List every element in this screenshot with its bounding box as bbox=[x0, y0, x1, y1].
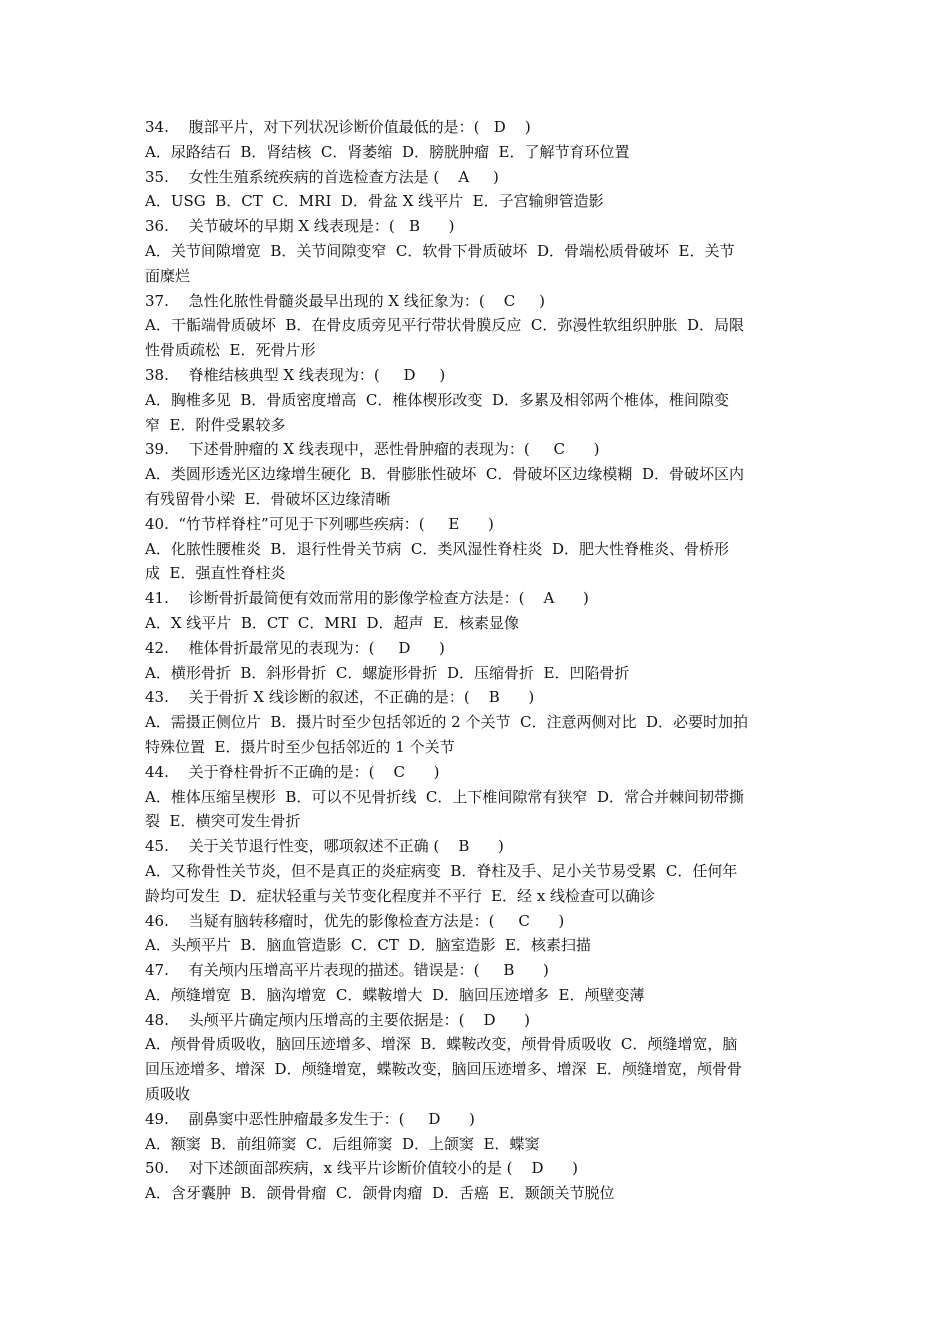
question-options: 成 E．强直性脊柱炎 bbox=[145, 564, 286, 583]
question-text: 49. 副鼻窦中恶性肿瘤最多发生于：( D ) bbox=[145, 1109, 475, 1128]
question-options: A．颅骨骨质吸收，脑回压迹增多、增深 B．蝶鞍改变，颅骨骨质吸收 C．颅缝增宽，脑 bbox=[145, 1035, 738, 1054]
question-text: 43. 关于骨折 X 线诊断的叙述，不正确的是：( B ) bbox=[145, 688, 535, 707]
question-options: A．额窦 B．前组筛窦 C．后组筛窦 D．上颌窦 E．蝶窦 bbox=[145, 1134, 540, 1153]
question-list bbox=[145, 115, 810, 1206]
question-text: 46. 当疑有脑转移瘤时，优先的影像检查方法是：( C ) bbox=[145, 911, 565, 930]
question-options: A．尿路结石 B．肾结核 C．肾萎缩 D．膀胱肿瘤 E．了解节育环位置 bbox=[145, 142, 630, 161]
question-options: A．需摄正侧位片 B．摄片时至少包括邻近的 2 个关节 C．注意两侧对比 D．必要时加拍 bbox=[145, 713, 749, 732]
question-item bbox=[145, 909, 810, 959]
question-options: 龄均可发生 D．症状轻重与关节变化程度并不平行 E．经 x 线检查可以确诊 bbox=[145, 886, 656, 905]
question-item bbox=[145, 214, 810, 288]
question-item bbox=[145, 165, 810, 215]
question-item bbox=[145, 1008, 810, 1107]
question-options: A．X 线平片 B．CT C．MRI D．超声 E．核素显像 bbox=[145, 613, 519, 632]
question-item bbox=[145, 437, 810, 511]
question-text: 47. 有关颅内压增高平片表现的描述。错误是：( B ) bbox=[145, 961, 549, 980]
question-item bbox=[145, 685, 810, 759]
question-text: 37. 急性化脓性骨髓炎最早出现的 X 线征象为：( C ) bbox=[145, 291, 545, 310]
question-options: A．头颅平片 B．脑血管造影 C．CT D．脑室造影 E．核素扫描 bbox=[145, 936, 591, 955]
question-options: A．含牙囊肿 B．颌骨骨瘤 C．颌骨肉瘤 D．舌癌 E．颞颌关节脱位 bbox=[145, 1184, 615, 1203]
question-options: A．又称骨性关节炎，但不是真正的炎症病变 B．脊柱及手、足小关节易受累 C．任何年 bbox=[145, 861, 738, 880]
question-item bbox=[145, 512, 810, 586]
question-item bbox=[145, 1156, 810, 1206]
question-item bbox=[145, 958, 810, 1008]
question-options: 窄 E．附件受累较多 bbox=[145, 415, 286, 434]
question-item bbox=[145, 363, 810, 437]
question-options: 有残留骨小梁 E．骨破坏区边缘清晰 bbox=[145, 489, 391, 508]
question-item bbox=[145, 834, 810, 908]
question-options: A．关节间隙增宽 B．关节间隙变窄 C．软骨下骨质破坏 D．骨端松质骨破坏 E．关节 bbox=[145, 241, 735, 260]
question-item bbox=[145, 289, 810, 363]
question-item bbox=[145, 636, 810, 686]
question-options: 质吸收 bbox=[145, 1085, 191, 1104]
question-options: 性骨质疏松 E．死骨片形 bbox=[145, 341, 316, 360]
question-item bbox=[145, 760, 810, 834]
question-text: 40. “竹节样脊柱”可见于下列哪些疾病：( E ) bbox=[145, 514, 494, 533]
question-item bbox=[145, 115, 810, 165]
question-options: A．横形骨折 B．斜形骨折 C．螺旋形骨折 D．压缩骨折 E．凹陷骨折 bbox=[145, 663, 630, 682]
question-text: 48. 头颅平片确定颅内压增高的主要依据是：( D ) bbox=[145, 1010, 531, 1029]
question-text: 45. 关于关节退行性变，哪项叙述不正确 ( B ) bbox=[145, 837, 504, 856]
question-options: A．化脓性腰椎炎 B．退行性骨关节病 C．类风湿性脊柱炎 D．肥大性脊椎炎、骨桥形 bbox=[145, 539, 729, 558]
question-item bbox=[145, 1107, 810, 1157]
question-text: 39. 下述骨肿瘤的 X 线表现中，恶性骨肿瘤的表现为：( C ) bbox=[145, 440, 600, 459]
question-options: A．颅缝增宽 B．脑沟增宽 C．蝶鞍增大 D．脑回压迹增多 E．颅壁变薄 bbox=[145, 985, 645, 1004]
question-options: A．椎体压缩呈楔形 B．可以不见骨折线 C．上下椎间隙常有狭窄 D．常合并棘间韧带撕 bbox=[145, 787, 744, 806]
question-text: 42. 椎体骨折最常见的表现为：( D ) bbox=[145, 638, 445, 657]
question-text: 44. 关于脊柱骨折不正确的是：( C ) bbox=[145, 762, 440, 781]
question-options: A．类圆形透光区边缘增生硬化 B．骨膨胀性破坏 C．骨破坏区边缘模糊 D．骨破坏区内 bbox=[145, 465, 744, 484]
question-options: 裂 E．横突可发生骨折 bbox=[145, 812, 301, 831]
question-options: A．USG B．CT C．MRI D．骨盆 X 线平片 E．子宫输卵管造影 bbox=[145, 192, 604, 211]
question-text: 38. 脊椎结核典型 X 线表现为：( D ) bbox=[145, 365, 446, 384]
question-options: 面糜烂 bbox=[145, 266, 191, 285]
question-text: 36. 关节破坏的早期 X 线表现是：( B ) bbox=[145, 217, 455, 236]
question-text: 50. 对下述颌面部疾病，x 线平片诊断价值较小的是 ( D ) bbox=[145, 1159, 579, 1178]
question-text: 35. 女性生殖系统疾病的首选检查方法是 ( A ) bbox=[145, 167, 499, 186]
question-text: 41. 诊断骨折最简便有效而常用的影像学检查方法是：( A ) bbox=[145, 589, 589, 608]
question-options: 特殊位置 E．摄片时至少包括邻近的 1 个关节 bbox=[145, 737, 455, 756]
question-options: A．干骺端骨质破坏 B．在骨皮质旁见平行带状骨膜反应 C．弥漫性软组织肿胀 D．局限 bbox=[145, 316, 744, 335]
question-text: 34. 腹部平片，对下列状况诊断价值最低的是：( D ) bbox=[145, 118, 531, 136]
question-item bbox=[145, 586, 810, 636]
question-options: A．胸椎多见 B．骨质密度增高 C．椎体楔形改变 D．多累及相邻两个椎体，椎间隙变 bbox=[145, 390, 729, 409]
question-options: 回压迹增多、增深 D．颅缝增宽，蝶鞍改变，脑回压迹增多、增深 E．颅缝增宽，颅骨骨 bbox=[145, 1060, 743, 1079]
